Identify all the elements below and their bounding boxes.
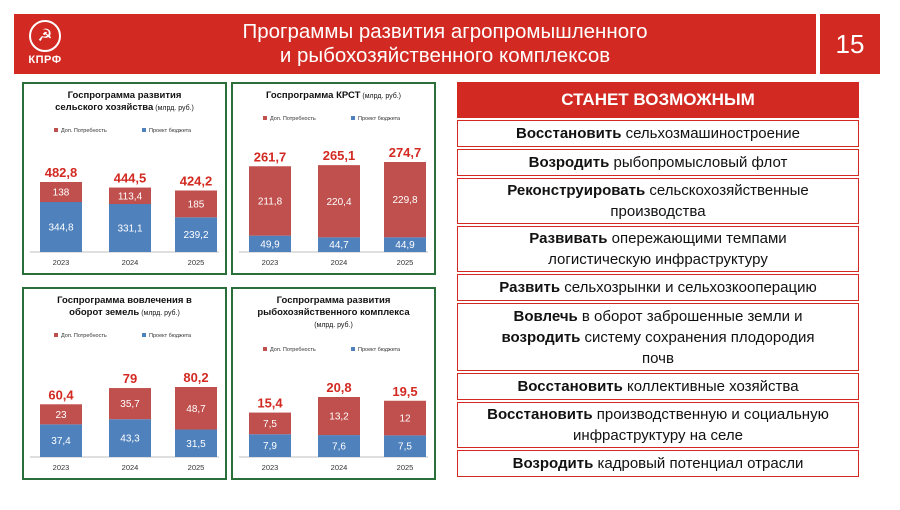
x-tick-label: 2025	[187, 463, 205, 472]
x-tick-label: 2023	[261, 463, 279, 472]
chart-unit: (млрд. руб.)	[153, 105, 194, 112]
possibilities-header: СТАНЕТ ВОЗМОЖНЫМ	[457, 82, 859, 118]
possibility-line	[517, 376, 798, 397]
possibility-verb: Возродить	[512, 455, 594, 472]
chart-svg	[24, 289, 225, 478]
header-banner	[14, 14, 816, 74]
legend-swatch	[263, 116, 267, 120]
legend-label: Проект бюджета	[358, 116, 401, 122]
bar-total-label: 265,1	[322, 148, 356, 164]
possibility-verb: Развить	[499, 279, 561, 296]
possibility-phrase: логистическую инфраструктуру	[548, 251, 768, 268]
possibility-phrase: сельхозмашиностроение	[621, 125, 800, 142]
legend-label: Проект бюджета	[149, 128, 192, 134]
possibility-line	[529, 152, 788, 173]
bar-budget-label: 331,1	[117, 223, 143, 235]
possibility-item	[457, 303, 859, 371]
x-tick-label: 2024	[330, 463, 348, 472]
legend-swatch	[54, 333, 58, 337]
legend-swatch	[142, 128, 146, 132]
possibility-line	[529, 228, 786, 249]
possibility-line	[513, 453, 804, 474]
bar-additional-label: 35,7	[120, 399, 140, 411]
x-tick-label: 2025	[396, 463, 414, 472]
legend-label: Доп. Потребность	[61, 333, 107, 339]
possibility-line	[502, 306, 815, 327]
bar-budget-label: 44,9	[395, 240, 415, 252]
possibility-text	[517, 376, 798, 397]
bar-additional-label: 12	[399, 413, 411, 425]
possibility-phrase: рыбопромысловый флот	[609, 154, 788, 171]
chart-unit: (млрд. руб.)	[314, 322, 353, 329]
chart-title-line: Госпрограмма вовлечения в	[57, 295, 192, 306]
bar-total-label: 80,2	[183, 370, 209, 385]
bar-additional-label: 7,5	[263, 418, 277, 430]
legend-swatch	[263, 347, 267, 351]
possibility-line	[529, 249, 786, 270]
possibilities-list	[457, 82, 859, 477]
chart-panel-krst	[231, 82, 436, 275]
chart-panel-agriculture	[22, 82, 227, 275]
possibility-verb: Возродить	[528, 154, 610, 171]
x-tick-label: 2025	[396, 258, 414, 267]
bar-additional-label: 13,2	[329, 411, 349, 423]
x-tick-label: 2023	[52, 258, 70, 267]
bar-total-label: 15,4	[257, 395, 283, 411]
legend-swatch	[54, 128, 58, 132]
chart-svg	[233, 84, 434, 273]
bar-budget-label: 44,7	[329, 240, 349, 252]
x-tick-label: 2024	[121, 463, 139, 472]
bar-total-label: 79	[122, 371, 138, 387]
possibility-line	[487, 425, 829, 446]
possibility-phrase: коллективные хозяйства	[622, 378, 799, 395]
bar-budget-label: 43,3	[120, 433, 140, 445]
possibility-line	[502, 348, 815, 369]
logo-text: КПРФ	[28, 54, 62, 66]
possibility-item	[457, 373, 859, 400]
bar-total-label: 261,7	[253, 149, 287, 165]
chart-svg	[24, 84, 225, 273]
bar-total-label: 20,8	[326, 380, 352, 395]
chart-panel-fishery	[231, 287, 436, 480]
possibility-line	[487, 404, 829, 425]
possibility-phrase: почв	[642, 349, 674, 367]
possibility-item	[457, 120, 859, 147]
chart-title-line: оборот земель (млрд. руб.)	[69, 307, 180, 318]
x-tick-label: 2023	[52, 463, 70, 472]
possibility-text	[507, 180, 809, 222]
bar-total-label: 60,4	[48, 387, 74, 403]
legend-label: Доп. Потребность	[270, 116, 316, 122]
title-line-1: Программы развития агропромышленного	[242, 20, 648, 43]
bar-total-label: 274,7	[388, 145, 422, 160]
bar-total-label: 424,2	[179, 173, 213, 189]
bar-additional-label: 113,4	[117, 191, 143, 203]
possibility-verb: Восстановить	[516, 125, 622, 142]
chart-title-line: Госпрограмма КРСТ (млрд. руб.)	[265, 90, 402, 101]
x-tick-label: 2024	[330, 258, 348, 267]
possibility-item	[457, 402, 859, 448]
bar-budget-label: 31,5	[186, 438, 206, 450]
bar-budget-label: 7,6	[332, 441, 346, 453]
bar-additional-label: 48,7	[186, 403, 206, 415]
legend-label: Доп. Потребность	[61, 128, 107, 134]
chart-title-line: рыбохозяйственного комплекса	[257, 307, 410, 318]
bar-additional-label: 138	[52, 187, 70, 199]
legend-label: Доп. Потребность	[270, 347, 316, 353]
kprf-logo	[22, 20, 68, 68]
possibility-verb: Восстановить	[517, 378, 623, 395]
bar-additional-label: 185	[187, 199, 205, 211]
bar-total-label: 444,5	[113, 170, 147, 186]
bar-budget-label: 7,5	[398, 441, 412, 453]
bar-budget-label: 239,2	[183, 230, 209, 242]
legend-swatch	[351, 116, 355, 120]
bar-additional-label: 229,8	[392, 195, 418, 207]
possibility-item	[457, 450, 859, 477]
possibility-text	[516, 123, 800, 144]
possibility-text	[499, 277, 816, 298]
legend-label: Проект бюджета	[149, 333, 192, 339]
bar-additional-label: 23	[55, 409, 67, 421]
possibilities-items	[457, 120, 859, 477]
bar-total-label: 482,8	[44, 165, 78, 180]
possibility-phrase: кадровый потенциал отрасли	[593, 455, 804, 472]
chart-title-line: Госпрограмма развития	[67, 90, 182, 101]
legend-label: Проект бюджета	[358, 347, 401, 353]
bar-budget-label: 344,8	[48, 222, 74, 234]
possibility-item	[457, 149, 859, 176]
page-title	[74, 20, 816, 68]
chart-unit: (млрд. руб.)	[139, 310, 180, 317]
chart-panel-land	[22, 287, 227, 480]
possibility-item	[457, 178, 859, 224]
x-tick-label: 2025	[187, 258, 205, 267]
x-tick-label: 2024	[121, 258, 139, 267]
bar-additional-label: 211,8	[257, 196, 283, 208]
possibility-item	[457, 226, 859, 272]
chart-svg	[233, 289, 434, 478]
possibility-line	[502, 327, 815, 348]
bar-budget-label: 37,4	[51, 436, 71, 448]
possibility-text	[502, 306, 815, 369]
possibility-verb: Развивать	[529, 230, 608, 247]
bar-budget-label: 49,9	[260, 239, 280, 251]
possibility-verb: возродить	[501, 328, 581, 346]
possibility-phrase: систему сохранения плодородия	[580, 328, 815, 346]
bar-total-label: 19,5	[392, 383, 418, 399]
possibility-line	[507, 201, 809, 222]
possibility-text	[529, 228, 786, 270]
bar-additional-label: 220,4	[326, 196, 352, 208]
possibility-text	[487, 404, 829, 446]
hammer-sickle-icon: ☭	[29, 20, 61, 52]
chart-unit: (млрд. руб.)	[360, 93, 402, 100]
legend-swatch	[142, 333, 146, 337]
possibility-phrase: инфраструктуру на селе	[573, 427, 743, 444]
bar-budget-label: 7,9	[263, 441, 277, 453]
title-line-2: и рыбохозяйственного комплексов	[279, 44, 611, 67]
possibility-verb: Восстановить	[487, 406, 593, 423]
chart-title-line: Госпрограмма развития	[276, 295, 391, 306]
possibility-phrase: сельхозрынки и сельхозкооперацию	[560, 279, 817, 296]
possibility-phrase: опережающими темпами	[607, 230, 787, 247]
x-tick-label: 2023	[261, 258, 279, 267]
chart-title-line: сельского хозяйства (млрд. руб.)	[55, 102, 194, 113]
legend-swatch	[351, 347, 355, 351]
possibility-line	[499, 277, 816, 298]
page-number: 15	[820, 14, 880, 74]
possibility-text	[529, 152, 788, 173]
possibility-phrase: сельскохозяйственные	[645, 182, 809, 199]
possibility-phrase: производственную и социальную	[592, 406, 829, 423]
possibility-phrase: в оборот заброшенные земли и	[577, 307, 803, 325]
possibility-verb: Реконструировать	[507, 182, 646, 199]
possibility-text	[513, 453, 804, 474]
possibility-line	[516, 123, 800, 144]
possibility-line	[507, 180, 809, 201]
possibility-item	[457, 274, 859, 301]
possibility-verb: Вовлечь	[513, 307, 578, 325]
possibility-phrase: производства	[610, 203, 706, 220]
